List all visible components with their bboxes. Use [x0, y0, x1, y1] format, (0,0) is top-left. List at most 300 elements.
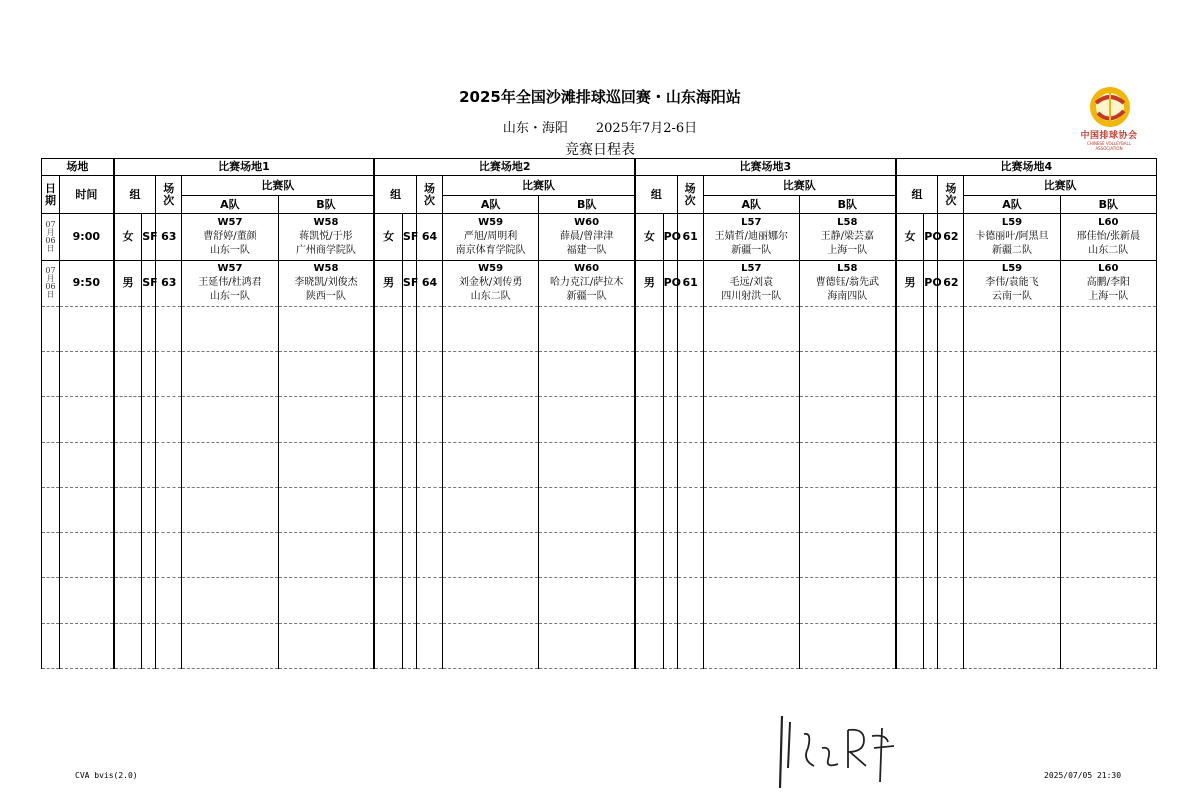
match-no-header: 场 次	[677, 176, 703, 214]
team-b-header: B队	[1060, 196, 1156, 214]
empty-cell	[896, 623, 924, 668]
group-cell: 女	[114, 214, 142, 260]
empty-cell	[416, 306, 442, 351]
empty-cell	[416, 533, 442, 578]
empty-cell	[896, 306, 924, 351]
empty-cell	[924, 306, 938, 351]
team-name: 山东一队	[209, 244, 250, 256]
team-code: L60	[1098, 216, 1119, 228]
empty-cell	[60, 306, 114, 351]
round-cell: PO	[924, 214, 938, 260]
empty-cell	[896, 578, 924, 623]
empty-cell	[443, 533, 539, 578]
match-no-cell: 64	[416, 214, 442, 260]
team-name: 山东二队	[1088, 244, 1129, 256]
empty-cell	[156, 352, 182, 397]
team-code: W59	[478, 263, 504, 275]
empty-cell	[60, 623, 114, 668]
empty-cell	[182, 442, 278, 487]
team-a-cell	[964, 260, 1060, 306]
match-date	[42, 214, 60, 260]
team-code: W58	[313, 263, 339, 275]
empty-cell	[896, 533, 924, 578]
empty-cell	[278, 306, 374, 351]
team-b-cell	[539, 214, 635, 260]
group-header: 组	[635, 176, 677, 214]
group-cell: 男	[374, 260, 402, 306]
empty-cell	[635, 352, 663, 397]
empty-cell	[938, 623, 964, 668]
empty-cell	[924, 578, 938, 623]
team-code: W59	[478, 216, 504, 228]
empty-cell	[60, 397, 114, 442]
match-no-cell: 64	[416, 260, 442, 306]
empty-cell	[60, 352, 114, 397]
team-name: 南京体育学院队	[455, 244, 526, 256]
match-no-header: 场 次	[156, 176, 182, 214]
team-name: 广州商学院队	[295, 244, 356, 256]
player-names: 毛远/刘袁	[729, 277, 773, 289]
team-b-cell	[799, 214, 895, 260]
empty-cell	[374, 578, 402, 623]
round-cell: SF	[402, 214, 416, 260]
empty-cell	[156, 442, 182, 487]
empty-cell	[42, 533, 60, 578]
empty-cell	[443, 578, 539, 623]
empty-cell	[60, 442, 114, 487]
empty-cell	[964, 442, 1060, 487]
date-part: 07	[45, 219, 56, 229]
version-label: CVA bvis(2.0)	[75, 771, 138, 780]
empty-cell	[799, 533, 895, 578]
empty-row	[42, 533, 1157, 578]
venue-header: 场地	[42, 159, 114, 176]
table-row	[42, 260, 1157, 306]
team-name: 新疆二队	[991, 244, 1032, 256]
time-header: 时间	[60, 176, 114, 214]
empty-cell	[539, 397, 635, 442]
court-4-header: 比赛场地4	[896, 159, 1157, 176]
empty-cell	[416, 487, 442, 532]
empty-cell	[42, 623, 60, 668]
date-part: 07	[45, 266, 56, 276]
empty-cell	[539, 533, 635, 578]
empty-cell	[156, 578, 182, 623]
empty-cell	[182, 306, 278, 351]
match-no-cell: 63	[156, 260, 182, 306]
team-a-cell	[443, 214, 539, 260]
empty-cell	[1060, 306, 1156, 351]
empty-cell	[114, 306, 142, 351]
empty-cell	[402, 397, 416, 442]
empty-cell	[416, 352, 442, 397]
team-code: L59	[1001, 263, 1023, 275]
match-no-cell: 63	[156, 214, 182, 260]
empty-cell	[938, 578, 964, 623]
empty-cell	[402, 442, 416, 487]
empty-cell	[677, 397, 703, 442]
empty-cell	[938, 533, 964, 578]
empty-cell	[142, 533, 156, 578]
group-cell: 男	[114, 260, 142, 306]
team-a-cell	[964, 214, 1060, 260]
empty-cell	[924, 397, 938, 442]
empty-cell	[663, 623, 677, 668]
empty-cell	[156, 487, 182, 532]
empty-cell	[635, 487, 663, 532]
empty-cell	[278, 397, 374, 442]
team-code: W58	[313, 216, 339, 228]
empty-cell	[703, 352, 799, 397]
player-names: 卡德丽叶/阿黑旦	[975, 230, 1049, 242]
player-names: 曹德钰/翁先武	[815, 277, 879, 289]
empty-cell	[374, 533, 402, 578]
empty-cell	[924, 623, 938, 668]
player-names: 严旭/周明利	[463, 230, 518, 242]
empty-cell	[156, 397, 182, 442]
date-part: 日	[46, 290, 55, 300]
empty-cell	[278, 578, 374, 623]
round-cell: PO	[663, 214, 677, 260]
empty-cell	[278, 533, 374, 578]
empty-cell	[1060, 578, 1156, 623]
group-cell: 女	[635, 214, 663, 260]
empty-cell	[402, 533, 416, 578]
group-header: 组	[374, 176, 416, 214]
empty-cell	[799, 487, 895, 532]
court-2-header: 比赛场地2	[374, 159, 635, 176]
empty-cell	[114, 442, 142, 487]
group-header: 组	[896, 176, 938, 214]
empty-cell	[896, 352, 924, 397]
empty-cell	[635, 533, 663, 578]
team-name: 新疆一队	[731, 244, 772, 256]
table-row	[42, 214, 1157, 260]
empty-cell	[703, 623, 799, 668]
empty-cell	[964, 623, 1060, 668]
logo-subtext: CHINESE VOLLEYBALL ASSOCIATION	[1086, 141, 1132, 151]
handwritten-signature	[768, 708, 908, 798]
empty-cell	[896, 487, 924, 532]
empty-cell	[142, 578, 156, 623]
event-dates: 2025年7月2-6日	[595, 121, 698, 136]
empty-cell	[539, 578, 635, 623]
empty-row	[42, 487, 1157, 532]
player-names: 邢佳怡/张新晨	[1076, 230, 1140, 242]
match-no-header: 场 次	[416, 176, 442, 214]
court-1-header: 比赛场地1	[114, 159, 375, 176]
team-code: W60	[574, 263, 600, 275]
team-code: L57	[741, 263, 762, 275]
team-code: L57	[741, 216, 762, 228]
empty-cell	[278, 487, 374, 532]
empty-cell	[703, 487, 799, 532]
empty-cell	[142, 487, 156, 532]
date-part: 月	[46, 227, 55, 237]
date-part: 06	[45, 282, 56, 292]
empty-cell	[374, 352, 402, 397]
team-code: W57	[217, 216, 243, 228]
empty-cell	[1060, 397, 1156, 442]
empty-cell	[799, 578, 895, 623]
empty-cell	[142, 442, 156, 487]
round-cell: SF	[142, 260, 156, 306]
court-3-header: 比赛场地3	[635, 159, 896, 176]
empty-cell	[539, 487, 635, 532]
team-code: W57	[217, 263, 243, 275]
empty-cell	[539, 306, 635, 351]
empty-cell	[402, 306, 416, 351]
empty-cell	[677, 442, 703, 487]
team-name: 云南一队	[991, 291, 1032, 303]
team-b-cell	[278, 214, 374, 260]
empty-cell	[703, 578, 799, 623]
team-name: 福建一队	[566, 244, 607, 256]
empty-cell	[635, 578, 663, 623]
empty-cell	[374, 397, 402, 442]
team-a-cell	[703, 214, 799, 260]
empty-cell	[635, 442, 663, 487]
empty-cell	[663, 533, 677, 578]
team-a-header: A队	[443, 196, 539, 214]
round-cell: SF	[142, 214, 156, 260]
match-no-cell: 62	[938, 214, 964, 260]
empty-cell	[677, 352, 703, 397]
empty-cell	[182, 533, 278, 578]
empty-cell	[443, 352, 539, 397]
teams-header: 比赛队	[182, 176, 375, 196]
player-names: 蒋凯悦/于彤	[299, 230, 353, 242]
empty-cell	[896, 397, 924, 442]
team-name: 上海一队	[1088, 291, 1129, 303]
empty-cell	[416, 578, 442, 623]
player-names: 王婧哲/迪丽娜尔	[714, 230, 788, 242]
match-no-cell: 61	[677, 214, 703, 260]
empty-cell	[896, 442, 924, 487]
empty-cell	[374, 306, 402, 351]
team-name: 新疆一队	[566, 291, 607, 303]
match-no-header: 场 次	[938, 176, 964, 214]
empty-cell	[799, 442, 895, 487]
date-header: 日 期	[42, 176, 60, 214]
empty-cell	[924, 533, 938, 578]
empty-cell	[416, 397, 442, 442]
player-names: 李伟/袁能飞	[985, 277, 1039, 289]
empty-cell	[938, 442, 964, 487]
empty-cell	[278, 352, 374, 397]
empty-cell	[374, 442, 402, 487]
schedule-rows	[42, 214, 1157, 669]
empty-cell	[677, 578, 703, 623]
group-cell: 女	[374, 214, 402, 260]
date-part: 06	[45, 235, 56, 245]
empty-cell	[635, 306, 663, 351]
empty-cell	[443, 442, 539, 487]
print-timestamp: 2025/07/05 21:30	[1044, 771, 1122, 780]
empty-cell	[114, 578, 142, 623]
empty-cell	[938, 306, 964, 351]
empty-cell	[114, 533, 142, 578]
empty-cell	[1060, 352, 1156, 397]
empty-cell	[416, 442, 442, 487]
team-b-cell	[278, 260, 374, 306]
teams-header: 比赛队	[703, 176, 896, 196]
round-cell: PO	[924, 260, 938, 306]
empty-cell	[443, 487, 539, 532]
empty-cell	[402, 578, 416, 623]
event-location: 山东・海阳	[502, 121, 568, 136]
empty-cell	[964, 397, 1060, 442]
team-a-cell	[182, 214, 278, 260]
empty-cell	[416, 623, 442, 668]
empty-cell	[1060, 442, 1156, 487]
empty-cell	[114, 352, 142, 397]
team-b-header: B队	[278, 196, 374, 214]
match-time: 9:00	[60, 214, 114, 260]
empty-cell	[938, 397, 964, 442]
empty-cell	[182, 397, 278, 442]
empty-cell	[703, 306, 799, 351]
empty-cell	[677, 487, 703, 532]
team-b-header: B队	[539, 196, 635, 214]
empty-cell	[1060, 533, 1156, 578]
empty-cell	[1060, 623, 1156, 668]
team-a-cell	[443, 260, 539, 306]
empty-cell	[938, 487, 964, 532]
empty-cell	[799, 306, 895, 351]
empty-cell	[278, 442, 374, 487]
round-cell: PO	[663, 260, 677, 306]
empty-cell	[703, 533, 799, 578]
empty-cell	[182, 623, 278, 668]
empty-cell	[677, 306, 703, 351]
empty-cell	[42, 442, 60, 487]
empty-cell	[799, 623, 895, 668]
empty-cell	[964, 306, 1060, 351]
team-code: L60	[1098, 263, 1119, 275]
empty-cell	[60, 578, 114, 623]
empty-cell	[142, 352, 156, 397]
match-time: 9:50	[60, 260, 114, 306]
empty-cell	[539, 623, 635, 668]
team-a-header: A队	[964, 196, 1060, 214]
empty-cell	[443, 623, 539, 668]
group-cell: 男	[896, 260, 924, 306]
empty-cell	[799, 397, 895, 442]
team-a-cell	[703, 260, 799, 306]
group-header: 组	[114, 176, 156, 214]
empty-cell	[799, 352, 895, 397]
date-part: 月	[46, 274, 55, 284]
empty-cell	[142, 623, 156, 668]
team-code: L59	[1001, 216, 1023, 228]
empty-cell	[402, 623, 416, 668]
team-name: 四川射洪一队	[721, 291, 782, 303]
empty-cell	[443, 306, 539, 351]
team-name: 上海一队	[827, 244, 868, 256]
team-b-cell	[539, 260, 635, 306]
empty-cell	[938, 352, 964, 397]
empty-cell	[182, 578, 278, 623]
empty-cell	[42, 487, 60, 532]
empty-row	[42, 578, 1157, 623]
empty-cell	[60, 533, 114, 578]
team-b-cell	[799, 260, 895, 306]
empty-cell	[677, 533, 703, 578]
empty-cell	[663, 306, 677, 351]
player-names: 王延伟/杜鸿君	[198, 277, 262, 289]
empty-cell	[443, 397, 539, 442]
empty-cell	[677, 623, 703, 668]
date-part: 日	[46, 243, 55, 253]
schedule-caption: 竞赛日程表	[565, 142, 635, 158]
match-date	[42, 260, 60, 306]
empty-cell	[402, 487, 416, 532]
schedule-table	[41, 158, 1157, 669]
team-a-header: A队	[703, 196, 799, 214]
team-a-header: A队	[182, 196, 278, 214]
team-b-cell	[1060, 260, 1156, 306]
team-name: 海南四队	[827, 291, 868, 303]
empty-cell	[142, 397, 156, 442]
team-code: L58	[837, 263, 858, 275]
empty-row	[42, 623, 1157, 668]
empty-row	[42, 442, 1157, 487]
empty-row	[42, 397, 1157, 442]
team-b-cell	[1060, 214, 1156, 260]
empty-cell	[182, 487, 278, 532]
empty-cell	[964, 487, 1060, 532]
empty-cell	[703, 397, 799, 442]
empty-cell	[635, 623, 663, 668]
group-cell: 男	[635, 260, 663, 306]
empty-cell	[42, 578, 60, 623]
page-title: 2025年全国沙滩排球巡回赛・山东海阳站	[459, 88, 741, 106]
empty-cell	[374, 487, 402, 532]
empty-cell	[114, 487, 142, 532]
empty-cell	[539, 352, 635, 397]
player-names: 李晓凯/刘俊杰	[294, 277, 358, 289]
group-cell: 女	[896, 214, 924, 260]
team-name: 陕西一队	[305, 291, 346, 303]
match-no-cell: 61	[677, 260, 703, 306]
empty-cell	[42, 352, 60, 397]
teams-header: 比赛队	[964, 176, 1157, 196]
player-names: 王静/梁芸嘉	[820, 230, 874, 242]
team-code: L58	[837, 216, 858, 228]
empty-cell	[1060, 487, 1156, 532]
match-no-cell: 62	[938, 260, 964, 306]
event-location-dates	[0, 117, 1200, 136]
empty-cell	[114, 397, 142, 442]
empty-cell	[182, 352, 278, 397]
empty-cell	[42, 306, 60, 351]
team-code: W60	[574, 216, 600, 228]
empty-cell	[663, 442, 677, 487]
player-names: 高鹏/李阳	[1086, 277, 1130, 289]
empty-cell	[964, 578, 1060, 623]
round-cell: SF	[402, 260, 416, 306]
empty-cell	[964, 352, 1060, 397]
player-names: 哈力克江/萨拉木	[549, 277, 624, 289]
player-names: 曹舒婷/董颜	[203, 230, 257, 242]
player-names: 刘金秋/刘传勇	[458, 277, 523, 289]
empty-cell	[539, 442, 635, 487]
empty-cell	[663, 487, 677, 532]
team-b-header: B队	[799, 196, 895, 214]
empty-cell	[663, 578, 677, 623]
empty-cell	[374, 623, 402, 668]
